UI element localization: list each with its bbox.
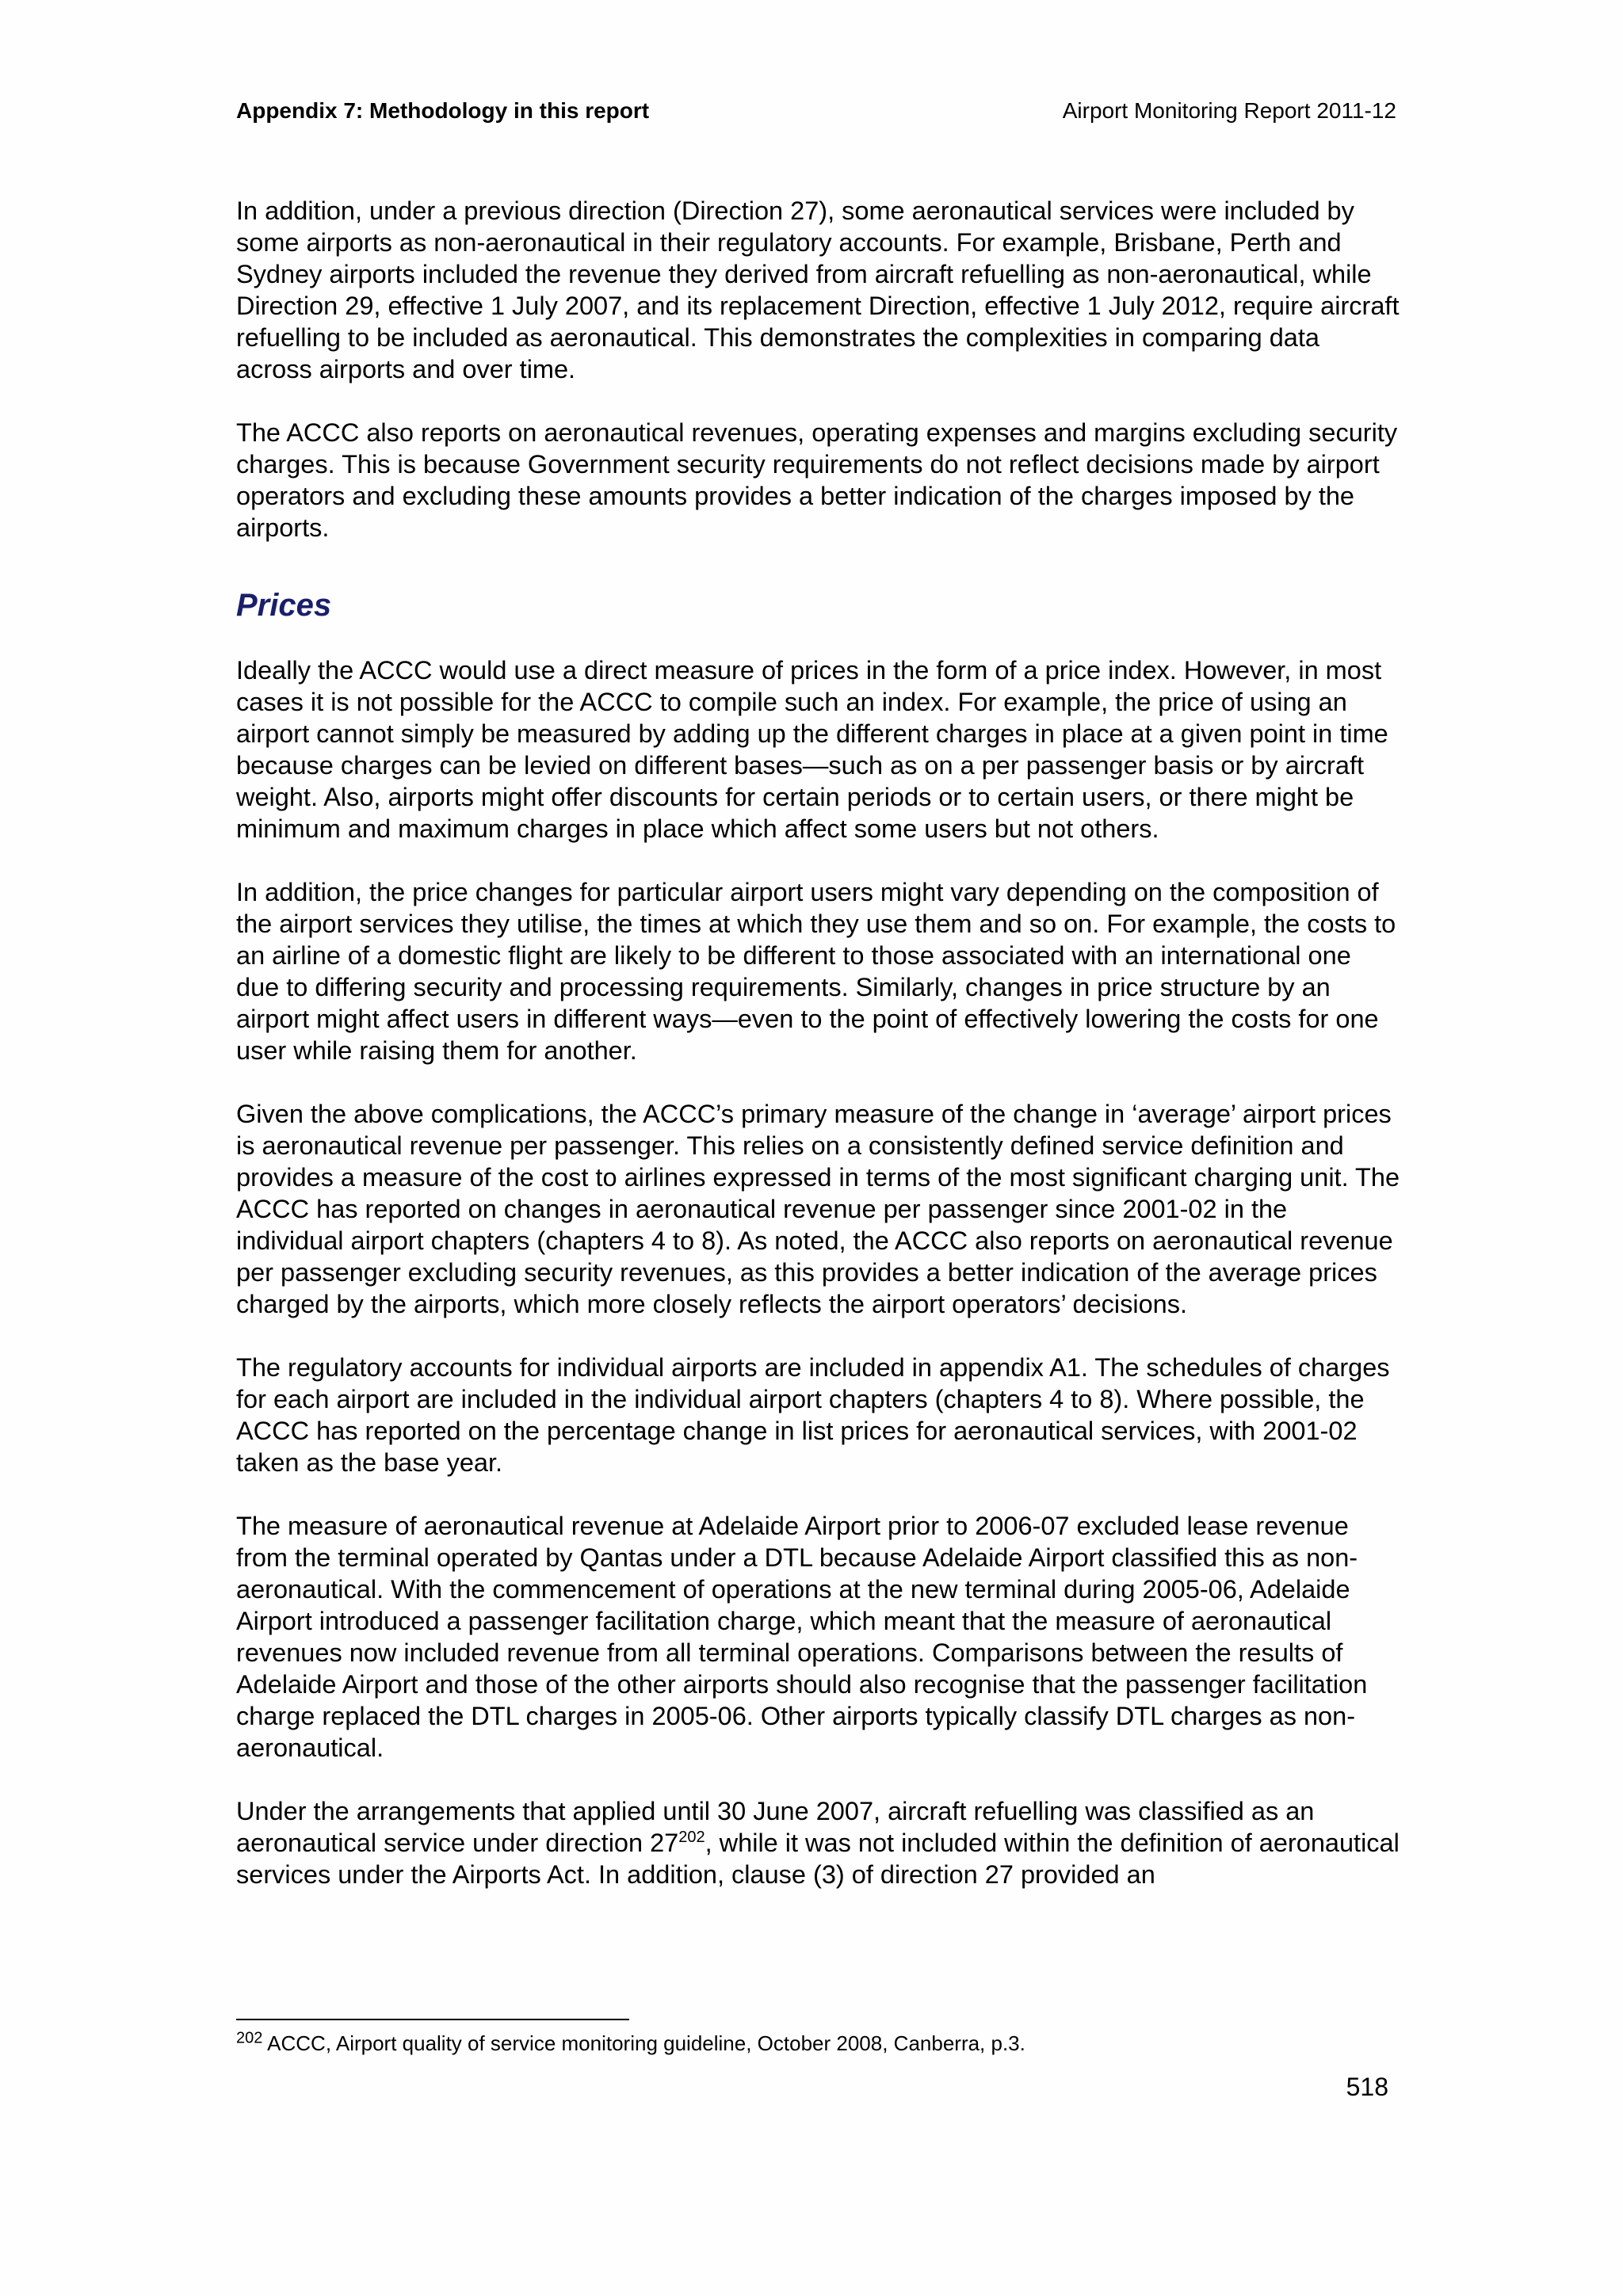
footnote: [236, 2030, 1401, 2057]
paragraph-adelaide-airport: The measure of aeronautical revenue at Adelaide Airport prior to 2006-07 excluded lease revenue from the terminal operated by Qantas under a DTL because Adelaide Airport classified this as non-aeronautical. With the commencement of operations at the new terminal during 2005-06, Adelaide Airport introduced a passenger facilitation charge, which meant that the measure of aeronautical revenues now included revenue from all terminal operations. Comparisons between the results of Adelaide Airport and those of the other airports should also recognise that the passenger facilitation charge replaced the DTL charges in 2005-06. Other airports typically classify DTL charges as non-aeronautical.: [236, 1512, 1368, 1762]
footnote-marker: 202: [236, 2029, 263, 2047]
page-number: 518: [1346, 2073, 1388, 2101]
paragraph-regulatory-accounts: The regulatory accounts for individual airports are included in appendix A1. The schedules of charges for each airport are included in the individual airport chapters (chapters 4 to 8). Where possible, the ACCC has reported on the percentage change in list prices for aeronautical services, with 2001-02 taken as the base year.: [236, 1353, 1390, 1477]
footnote-text: ACCC, Airport quality of service monitoring guideline, October 2008, Canberra, p.3.: [262, 2031, 1025, 2055]
header-section-title: Appendix 7: Methodology in this report: [236, 98, 650, 123]
refuelling-text-end: , while it was not included within the definition of aeronautical services under the Airports Act. In addition, clause (3) of direction 27 provided an: [236, 1829, 1400, 1889]
paragraph-price-index: Ideally the ACCC would use a direct measure of prices in the form of a price index. However, in most cases it is not possible for the ACCC to compile such an index. For example, the price of using an airport cannot simply be measured by adding up the different charges in place at a given point in time because charges can be levied on different bases—such as on a per passenger basis or by aircraft weight. Also, airports might offer discounts for certain periods or to certain users, or there might be minimum and maximum charges in place which affect some users but not others.: [236, 656, 1388, 843]
refuelling-text-start: Under the arrangements that applied until 30 June 2007, aircraft refuelling was classified as an aeronautical service under direction 27: [236, 1797, 1315, 1857]
paragraph-price-changes: In addition, the price changes for particular airport users might vary depending on the composition of the airport services they utilise, the times at which they use them and so on. For example, the costs to an airline of a domestic flight are likely to be different to those associated with an international one due to differing security and processing requirements. Similarly, changes in price structure by an airport might affect users in different ways—even to the point of effectively lowering the costs for one user while raising them for another.: [236, 878, 1396, 1065]
section-heading-prices: Prices: [236, 588, 332, 623]
paragraph-direction-27: In addition, under a previous direction (Direction 27), some aeronautical services were included by some airports as non-aeronautical in their regulatory accounts. For example, Brisbane, Perth and Sydney airports included the revenue they derived from aircraft refuelling as non-aeronautical, while Direction 29, effective 1 July 2007, and its replacement Direction, effective 1 July 2012, require aircraft refuelling to be included as aeronautical. This demonstrates the complexities in comparing data across airports and over time.: [236, 196, 1400, 383]
body-text: [236, 195, 1401, 1922]
paragraph-security-charges: The ACCC also reports on aeronautical revenues, operating expenses and margins excluding security charges. This is because Government security requirements do not reflect decisions made by airport operators and excluding these amounts provides a better indication of the charges imposed by the airports.: [236, 418, 1398, 542]
paragraph-revenue-per-passenger: Given the above complications, the ACCC’s primary measure of the change in ‘average’ airport prices is aeronautical revenue per passenger. This relies on a consistently defined service definition and provides a measure of the cost to airlines expressed in terms of the most significant charging unit. The ACCC has reported on changes in aeronautical revenue per passenger since 2001-02 in the individual airport chapters (chapters 4 to 8). As noted, the ACCC also reports on aeronautical revenue per passenger excluding security revenues, as this provides a better indication of the average prices charged by the airports, which more closely reflects the airport operators’ decisions.: [236, 1100, 1400, 1318]
footnote-separator: [236, 2019, 629, 2020]
header-report-title: Airport Monitoring Report 2011-12: [1062, 98, 1396, 123]
footnote-reference: 202: [678, 1829, 705, 1847]
paragraph-aircraft-refuelling: [236, 1795, 1401, 1890]
running-header: [236, 95, 1396, 127]
